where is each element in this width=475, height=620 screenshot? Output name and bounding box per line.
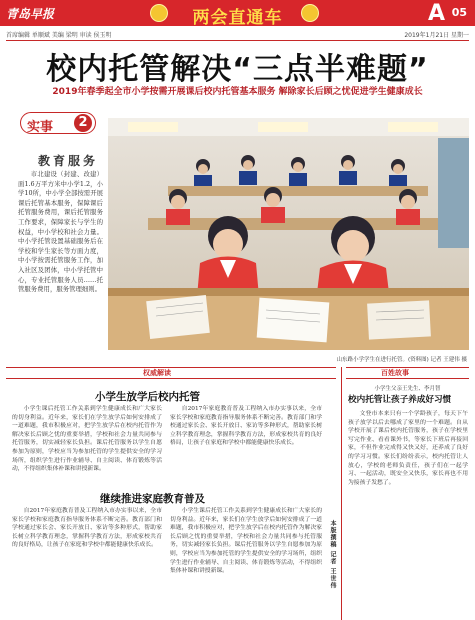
header-rule bbox=[6, 40, 469, 41]
article-body-left-d: 小学生课后托管工作关系到学生健康成长和广大家长的切身利益。近年来，家长们在学生放学后如何安排成了一道难题，我市积极应对，把学生放学后在校内托管作为解决家长后顾之忧的重要举措，学校和社会力量共同参与托管服务，切实减轻家长负担。课后托管服务以学生自愿参加为原则，学校应当为参加托管的学生提供安全的学习场所，组织学生进行作业辅导、自主阅读、体育锻炼等活动，不得组织集体补课和讲授新课。 bbox=[170, 508, 322, 575]
kicker-title: 教育服务 bbox=[38, 154, 99, 168]
author-vertical: 本版撰稿 记者 王世伟 bbox=[329, 520, 336, 590]
feature-tag-number: 2 bbox=[74, 114, 92, 132]
article-body-left-b: 自2017年家庭教育普及工程纳入市办实事以来，全市家长学校和家庭教育指导服务体系不断完善。教育部门和学校通过家长会、家长开放日、家访等多种形式，帮助家长树立科学教育理念，掌握科学教育方法，形成家校共育的良好格局，让孩子在家庭和学校中都能健康快乐成长。 bbox=[170, 406, 322, 447]
article-title-left: 小学生放学后校内托管 bbox=[95, 391, 200, 403]
date-line: 2019年1月21日 星期一 bbox=[404, 32, 469, 39]
left-column-text: 市北建设（封建、改建）面1.6万平方米中小学1.2，小学10所，中小学全部按需开展课后托管基本服务，保障课后托管服务费用，课后托管服务工作要求，保障家长与学生的权益，中小学校和社会力量。中小学托管设置基础服务后在学校和学生家长等方面力度，中小学按需托管服务工作，加入社区及团体，中小学托管中心，专业托管服务人员……托管服务费用，服务管理细则。 bbox=[18, 170, 103, 294]
article-title-left-2: 继续推进家庭教育普及 bbox=[100, 493, 205, 505]
photo-caption: 山东路小学学生在进行托管。(资料图) 记者 王建伟 摄 bbox=[336, 357, 467, 363]
page-letter: A bbox=[427, 1, 445, 26]
article-body-left-c: 自2017年家庭教育普及工程纳入市办实事以来，全市家长学校和家庭教育指导服务体系不断完善。教育部门和学校通过家长会、家长开放日、家访等多种形式，帮助家长树立科学教育理念，掌握科学教育方法，形成家校共育的良好格局，让孩子在家庭和学校中都能健康快乐成长。 bbox=[12, 508, 162, 549]
masthead-banner bbox=[0, 0, 475, 26]
editor-line: 首席编辑 单顺斌 美编 梁明 审读 侯玉明 bbox=[6, 32, 112, 39]
classroom-photo-illustration bbox=[108, 118, 469, 350]
section-label-left: 权威解读 bbox=[140, 368, 174, 378]
meta-bar bbox=[6, 29, 469, 39]
feature-tag bbox=[20, 112, 96, 134]
page-headline: 校内托管解决“三点半难题” bbox=[46, 52, 429, 87]
classroom-photo bbox=[108, 118, 469, 350]
article-byline-right: 小学生父亲王先生、李月智 bbox=[374, 386, 441, 392]
article-body-right: 文登市本来只有一个学龄孩子，每天下午孩子放学以后去哪成了家里的一个难题。自从学校开展了课后校内托管服务，孩子在学校里写完作业、看看课外书，等家长下班后再接回家，不但作业完成得又快又好，还养成了良好的学习习惯。家长们纷纷表示，校内托管让人放心，学校的老师负责任，孩子们在一起学习、一起活动，既安全又快乐，家长再也不用为接孩子发愁了。 bbox=[348, 411, 468, 486]
section-title: 两会直通车 bbox=[192, 8, 283, 26]
article-title-right: 校内托管让孩子养成好习惯 bbox=[348, 395, 452, 405]
section-label-right: 百姓故事 bbox=[378, 368, 412, 378]
article-body-left-a: 小学生课后托管工作关系到学生健康成长和广大家长的切身利益。近年来，家长们在学生放学后如何安排成了一道难题，我市积极应对，把学生放学后在校内托管作为解决家长后顾之忧的重要举措，学校和社会力量共同参与托管服务，切实减轻家长负担。课后托管服务以学生自愿参加为原则，学校应当为参加托管的学生提供安全的学习场所，组织学生进行作业辅导、自主阅读、体育锻炼等活动，不得组织集体补课和讲授新课。 bbox=[12, 406, 162, 473]
page-subheadline: 2019年春季起全市小学按需开展课后校内托管基本服务 解除家长后顾之忧促进学生健康成长 bbox=[52, 87, 423, 97]
feature-tag-label: 实事 bbox=[27, 120, 54, 135]
page-number: 05 bbox=[451, 6, 467, 19]
column-divider bbox=[341, 367, 342, 620]
newspaper-brand: 青岛早报 bbox=[6, 7, 55, 21]
